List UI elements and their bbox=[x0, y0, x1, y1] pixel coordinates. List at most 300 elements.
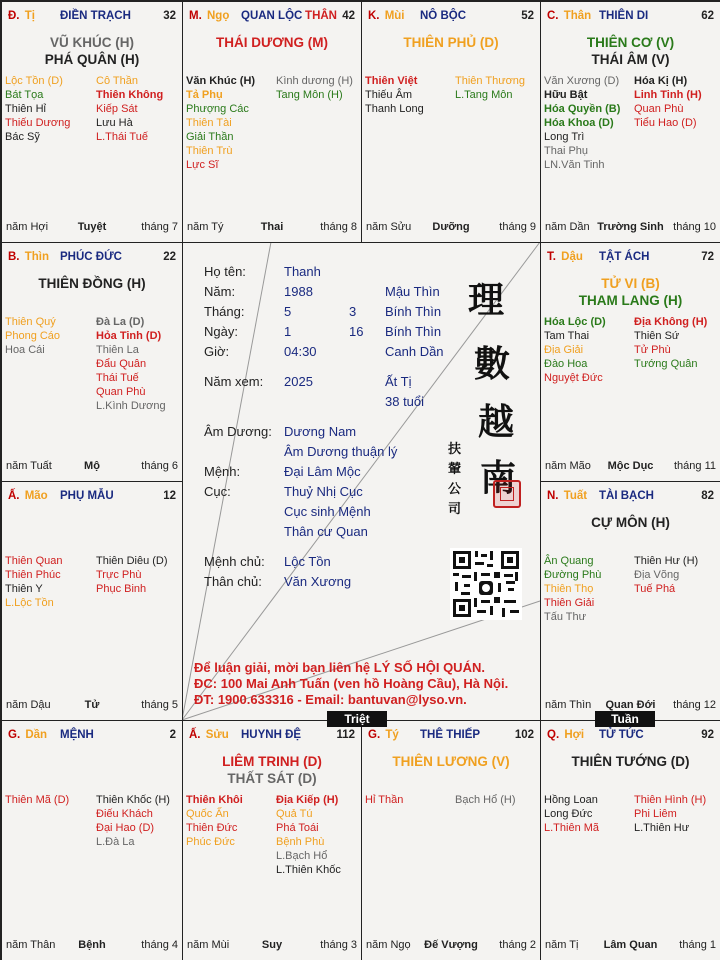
palace-footer bbox=[187, 939, 357, 953]
star: Địa Không (H) bbox=[634, 316, 708, 328]
label-hoten: Họ tên: bbox=[204, 264, 246, 279]
star: Phi Liêm bbox=[634, 808, 677, 820]
star: Thiên Thương bbox=[455, 75, 526, 87]
palace-name: PHỤ MẪU bbox=[60, 490, 114, 502]
star: Long Đức bbox=[544, 808, 593, 820]
star: L.Bạch Hổ bbox=[276, 850, 328, 862]
star-column-right bbox=[455, 74, 525, 102]
star: Tướng Quân bbox=[634, 358, 698, 370]
star: Đẩu Quân bbox=[96, 358, 147, 370]
palace-month: tháng 10 bbox=[673, 221, 716, 233]
star: Thiên Hỉ bbox=[5, 103, 46, 115]
star: Tấu Thư bbox=[544, 611, 587, 623]
star: Lộc Tồn (D) bbox=[5, 75, 63, 87]
star-column-right bbox=[96, 74, 163, 144]
palace-footer bbox=[545, 939, 716, 953]
value-hoten: Thanh bbox=[284, 264, 321, 279]
palace-thin bbox=[1, 242, 183, 482]
palace-daihan-number: 72 bbox=[701, 251, 714, 263]
value-ngay: 1 bbox=[284, 324, 292, 339]
label-gio: Giờ: bbox=[204, 344, 230, 359]
trang-sinh: Bệnh bbox=[78, 939, 106, 951]
palace-name: THIÊN DI bbox=[599, 10, 649, 22]
palace-month: tháng 1 bbox=[679, 939, 716, 951]
star: Thiên Phúc bbox=[5, 569, 61, 581]
star: Thiên Hình (H) bbox=[634, 794, 707, 806]
palace-daihan-number: 92 bbox=[701, 729, 714, 741]
main-stars bbox=[541, 514, 720, 531]
trang-sinh: Thai bbox=[260, 221, 284, 233]
main-stars bbox=[541, 275, 720, 309]
palace-can: G. bbox=[368, 729, 381, 741]
star: Thiếu Dương bbox=[5, 117, 71, 129]
palace-header bbox=[8, 10, 176, 26]
star: Hỉ Thần bbox=[365, 794, 404, 806]
minor-stars bbox=[5, 554, 179, 692]
trang-sinh: Suy bbox=[261, 939, 283, 951]
star: LN.Văn Tinh bbox=[544, 159, 605, 171]
value-ngay-lunar: 16 bbox=[349, 324, 364, 339]
trang-sinh: Trường Sinh bbox=[597, 221, 664, 233]
palace-year: năm Tý bbox=[187, 221, 224, 233]
label-namxem: Năm xem: bbox=[204, 374, 264, 389]
value-cuc-2: Cục sinh Mệnh bbox=[284, 504, 371, 519]
star: Đại Hao (D) bbox=[96, 822, 155, 834]
star-column-left bbox=[5, 554, 62, 610]
star: Nguyệt Đức bbox=[544, 372, 603, 384]
star-column-right bbox=[96, 554, 168, 596]
palace-can: C. bbox=[547, 10, 559, 22]
value-amduong-1: Dương Nam bbox=[284, 424, 357, 439]
star: Thiên Thọ bbox=[544, 583, 594, 595]
value-cuc-1: Thuỷ Nhị Cục bbox=[284, 484, 363, 499]
palace-chi: Hợi bbox=[564, 729, 585, 741]
star: Kình dương (H) bbox=[276, 75, 353, 87]
palace-can: G. bbox=[8, 729, 21, 741]
seal-stamp bbox=[493, 480, 521, 508]
palace-name: TỬ TỨC bbox=[599, 729, 644, 741]
calligraphy-char: 數 bbox=[474, 343, 511, 385]
contact-line-3: ĐT: 1900.633316 - Email: bantuvan@lyso.vn. bbox=[194, 692, 467, 707]
palace-name: THÊ THIẾP bbox=[420, 729, 481, 741]
value-namxem: 2025 bbox=[284, 374, 313, 389]
palace-daihan-number: 42 bbox=[342, 10, 355, 22]
minor-stars bbox=[544, 74, 717, 214]
minor-stars bbox=[544, 793, 717, 932]
star-column-left bbox=[5, 793, 69, 807]
star: Phong Cáo bbox=[5, 330, 61, 342]
minor-stars bbox=[5, 74, 179, 214]
star: L.Thiên Mã bbox=[544, 822, 600, 834]
star: Tam Thai bbox=[544, 330, 590, 342]
palace-header bbox=[547, 10, 714, 26]
main-stars bbox=[541, 34, 720, 68]
star: Tiểu Hao (D) bbox=[634, 117, 697, 129]
main-stars bbox=[541, 753, 720, 770]
minor-stars bbox=[5, 315, 179, 453]
star: Thiên Tài bbox=[186, 117, 232, 129]
star: Kiếp Sát bbox=[96, 103, 138, 115]
star-column-left bbox=[5, 315, 60, 357]
palace-footer bbox=[366, 939, 536, 953]
star: L.Thiên Hư bbox=[634, 822, 690, 834]
palace-month: tháng 5 bbox=[141, 699, 178, 711]
palace-can: M. bbox=[189, 10, 202, 22]
star: Thiên Không bbox=[96, 89, 164, 101]
star: Thai Phụ bbox=[544, 145, 589, 157]
main-star: TỬ VI (B) bbox=[601, 276, 660, 291]
main-star: LIÊM TRINH (D) bbox=[222, 754, 322, 769]
star-column-right bbox=[634, 793, 706, 835]
main-star: CỰ MÔN (H) bbox=[591, 515, 670, 530]
star: Thiên Khôi bbox=[186, 794, 243, 806]
main-star: THIÊN ĐỒNG (H) bbox=[38, 276, 146, 291]
value-ngay-canchi: Bính Thìn bbox=[385, 324, 442, 339]
star: Cô Thần bbox=[96, 75, 138, 87]
palace-can: Q. bbox=[547, 729, 560, 741]
palace-name: TÀI BẠCH bbox=[599, 490, 654, 502]
calligraphy-char: 越 bbox=[478, 401, 515, 443]
palace-year: năm Tị bbox=[545, 939, 579, 951]
main-star: THIÊN PHỦ (D) bbox=[403, 35, 499, 50]
star: Văn Khúc (H) bbox=[186, 75, 256, 87]
star: Thiên Diêu (D) bbox=[96, 555, 168, 567]
palace-name: NÔ BỘC bbox=[420, 10, 466, 22]
palace-month: tháng 8 bbox=[320, 221, 357, 233]
palace-ty bbox=[361, 720, 541, 960]
minor-stars bbox=[544, 554, 717, 692]
palace-can: Ấ. bbox=[8, 490, 20, 502]
palace-chi: Tuất bbox=[563, 490, 588, 502]
palace-year: năm Dần bbox=[545, 221, 590, 233]
label-thanchu: Thân chủ: bbox=[204, 574, 262, 589]
star: L.Thái Tuế bbox=[96, 131, 148, 143]
palace-chi: Tị bbox=[24, 10, 35, 22]
label-ngay: Ngày: bbox=[204, 324, 238, 339]
star: Địa Võng bbox=[634, 569, 680, 581]
triet-badge: Triệt bbox=[327, 711, 387, 727]
star: Thiên Sứ bbox=[634, 330, 680, 342]
star: Hóa Kị (H) bbox=[634, 75, 688, 87]
trang-sinh: Tử bbox=[84, 699, 100, 711]
palace-footer bbox=[545, 460, 716, 474]
value-thanchu: Văn Xương bbox=[284, 574, 352, 589]
main-star: THẤT SÁT (D) bbox=[227, 771, 317, 786]
star: Phá Toái bbox=[276, 822, 319, 834]
trang-sinh: Quan Đới bbox=[605, 699, 656, 711]
star: Linh Tinh (H) bbox=[634, 89, 702, 101]
star-column-right bbox=[276, 74, 353, 102]
star: Hóa Lộc (D) bbox=[544, 316, 606, 328]
calligraphy-char: 南 bbox=[480, 457, 517, 499]
palace-daihan-number: 12 bbox=[163, 490, 176, 502]
star-column-left bbox=[544, 554, 601, 624]
palace-daihan-number: 32 bbox=[163, 10, 176, 22]
palace-footer bbox=[187, 221, 357, 235]
palace-mao bbox=[1, 481, 183, 721]
palace-can: Đ. bbox=[8, 10, 20, 22]
palace-year: năm Thân bbox=[6, 939, 56, 951]
value-gio-canchi: Canh Dần bbox=[385, 344, 444, 359]
star: L.Kình Dương bbox=[96, 400, 166, 412]
star: Thiên Quan bbox=[5, 555, 63, 567]
palace-header bbox=[8, 490, 176, 506]
star-column-left bbox=[365, 74, 424, 116]
palace-daihan-number: 112 bbox=[336, 729, 355, 741]
star: Thiên Việt bbox=[365, 75, 418, 87]
palace-chi: Dần bbox=[25, 729, 48, 741]
star: Thái Tuế bbox=[96, 372, 139, 384]
label-thang: Tháng: bbox=[204, 304, 245, 319]
palace-name: QUAN LỘC bbox=[241, 10, 303, 22]
palace-year: năm Mùi bbox=[187, 939, 230, 951]
main-stars bbox=[183, 753, 361, 787]
star: Đào Hoa bbox=[544, 358, 588, 370]
star-column-right bbox=[276, 793, 341, 877]
minor-stars bbox=[186, 74, 358, 214]
palace-year: năm Thìn bbox=[545, 699, 592, 711]
value-menhchu: Lộc Tồn bbox=[284, 554, 331, 569]
palace-footer bbox=[545, 221, 716, 235]
star: Văn Xương (D) bbox=[544, 75, 620, 87]
value-thang-canchi: Bính Thìn bbox=[385, 304, 442, 319]
palace-year: năm Tuất bbox=[6, 460, 52, 472]
main-stars bbox=[362, 34, 540, 51]
trang-sinh: Đế Vượng bbox=[424, 939, 478, 951]
palace-header bbox=[547, 490, 714, 506]
palace-chi: Thân bbox=[563, 10, 592, 22]
palace-footer bbox=[6, 939, 178, 953]
main-stars bbox=[183, 34, 361, 51]
palace-chi: Mão bbox=[24, 490, 48, 502]
star: Đường Phù bbox=[544, 569, 602, 581]
palace-can: N. bbox=[547, 490, 559, 502]
star: Tử Phù bbox=[634, 344, 671, 356]
minor-stars bbox=[186, 793, 358, 932]
palace-header bbox=[189, 10, 355, 26]
main-star: THAM LANG (H) bbox=[578, 293, 683, 308]
star: Thiên Y bbox=[5, 583, 43, 595]
star: Hồng Loan bbox=[544, 794, 598, 806]
qr-code bbox=[450, 548, 522, 620]
main-star: THIÊN LƯƠNG (V) bbox=[392, 754, 510, 769]
star: L.Thiên Khốc bbox=[276, 864, 341, 876]
palace-month: tháng 12 bbox=[673, 699, 716, 711]
palace-name: TẬT ÁCH bbox=[599, 251, 650, 263]
star-column-right bbox=[634, 74, 702, 130]
label-nam: Năm: bbox=[204, 284, 236, 299]
value-nam: 1988 bbox=[284, 284, 313, 299]
star: L.Tang Môn bbox=[455, 89, 513, 101]
value-nam-canchi: Mậu Thìn bbox=[385, 284, 440, 299]
minor-stars bbox=[5, 793, 179, 932]
small-calligraphy-char: 輦 bbox=[448, 462, 462, 477]
small-calligraphy-char: 司 bbox=[448, 502, 462, 517]
palace-ngo bbox=[182, 1, 362, 243]
trang-sinh: Mộc Dục bbox=[607, 460, 654, 472]
label-amduong: Âm Dương: bbox=[204, 424, 272, 439]
star-column-right bbox=[96, 315, 166, 413]
palace-chi: Mùi bbox=[384, 10, 405, 22]
label-menhchu: Mệnh chủ: bbox=[204, 554, 265, 569]
star: Thiên Giải bbox=[544, 597, 595, 609]
palace-dau bbox=[540, 242, 720, 482]
tuan-badge: Tuần bbox=[595, 711, 655, 727]
star-column-left bbox=[544, 793, 599, 835]
palace-chi: Dậu bbox=[561, 251, 583, 263]
minor-stars bbox=[365, 74, 537, 214]
palace-header bbox=[189, 729, 355, 745]
palace-year: năm Dậu bbox=[6, 699, 51, 711]
star: Hóa Khoa (D) bbox=[544, 117, 614, 129]
value-cuc-3: Thân cư Quan bbox=[284, 524, 368, 539]
main-star: THÁI ÂM (V) bbox=[591, 52, 670, 67]
palace-footer bbox=[366, 221, 536, 235]
star: Thiên Quý bbox=[5, 316, 56, 328]
trang-sinh: Tuyệt bbox=[77, 221, 107, 233]
star-column-right bbox=[634, 315, 707, 371]
star: Thiên Mã (D) bbox=[5, 794, 70, 806]
palace-name: HUYNH ĐỆ bbox=[241, 729, 302, 741]
trang-sinh: Dưỡng bbox=[432, 221, 470, 233]
palace-footer bbox=[6, 699, 178, 713]
palace-footer bbox=[6, 221, 178, 235]
palace-name: PHÚC ĐỨC bbox=[60, 251, 122, 263]
palace-name: ĐIỀN TRẠCH bbox=[60, 10, 131, 22]
star: Thiên Đức bbox=[186, 822, 238, 834]
star: Tuế Phá bbox=[634, 583, 676, 595]
palace-daihan-number: 2 bbox=[169, 729, 176, 741]
palace-hoi bbox=[540, 720, 720, 960]
star: Giải Thần bbox=[186, 131, 234, 143]
main-star: THÁI DƯƠNG (M) bbox=[216, 35, 328, 50]
palace-dan bbox=[1, 720, 183, 960]
palace-month: tháng 4 bbox=[141, 939, 178, 951]
value-thang-lunar: 3 bbox=[349, 304, 357, 319]
palace-header bbox=[8, 251, 176, 267]
palace-header bbox=[547, 251, 714, 267]
palace-can: T. bbox=[547, 251, 556, 263]
star: Hữu Bật bbox=[544, 89, 588, 101]
star: L.Lộc Tồn bbox=[5, 597, 54, 609]
palace-header bbox=[368, 729, 534, 745]
star: Quốc Ấn bbox=[186, 808, 229, 820]
palace-can: B. bbox=[8, 251, 20, 263]
center-info-panel bbox=[182, 242, 540, 720]
star: Lực Sĩ bbox=[186, 159, 219, 171]
star-column-right bbox=[455, 793, 516, 807]
star: Thiên Khốc (H) bbox=[96, 794, 170, 806]
star-column-right bbox=[96, 793, 170, 849]
star-column-left bbox=[544, 315, 606, 385]
palace-month: tháng 11 bbox=[673, 460, 716, 472]
trang-sinh: Mộ bbox=[84, 460, 100, 472]
palace-tuat bbox=[540, 481, 720, 721]
palace-month: tháng 3 bbox=[320, 939, 357, 951]
star: Quả Tú bbox=[276, 808, 313, 820]
than-cu-marker: THÂN bbox=[305, 10, 337, 22]
star: Hoa Cái bbox=[5, 344, 45, 356]
star: Địa Kiếp (H) bbox=[276, 794, 339, 806]
main-stars bbox=[2, 34, 182, 68]
palace-daihan-number: 22 bbox=[163, 251, 176, 263]
star: Thiếu Âm bbox=[365, 89, 413, 101]
small-calligraphy-char: 扶 bbox=[448, 442, 462, 457]
value-namxem-canchi: Ất Tị bbox=[385, 374, 412, 389]
palace-month: tháng 7 bbox=[141, 221, 178, 233]
star: L.Đà La bbox=[96, 836, 135, 848]
palace-than bbox=[540, 1, 720, 243]
star: Long Trì bbox=[544, 131, 585, 143]
star: Tả Phụ bbox=[186, 89, 223, 101]
main-stars bbox=[2, 275, 182, 292]
star-column-left bbox=[365, 793, 403, 807]
star: Thanh Long bbox=[365, 103, 424, 115]
star-column-left bbox=[544, 74, 620, 172]
value-tuoi: 38 tuổi bbox=[385, 394, 425, 409]
star: Trực Phù bbox=[96, 569, 142, 581]
palace-daihan-number: 82 bbox=[701, 490, 714, 502]
star: Hóa Quyền (B) bbox=[544, 103, 621, 115]
label-menh: Mệnh: bbox=[204, 464, 241, 479]
palace-header bbox=[547, 729, 714, 745]
palace-suu bbox=[182, 720, 362, 960]
star: Thiên Hư (H) bbox=[634, 555, 699, 567]
star: Phúc Đức bbox=[186, 836, 235, 848]
palace-month: tháng 9 bbox=[499, 221, 536, 233]
star-column-right bbox=[634, 554, 698, 596]
palace-chi: Sửu bbox=[205, 729, 229, 741]
star: Bạch Hổ (H) bbox=[455, 794, 516, 806]
minor-stars bbox=[544, 315, 717, 453]
palace-chi: Thìn bbox=[24, 251, 49, 263]
main-stars bbox=[362, 753, 540, 770]
label-cuc: Cục: bbox=[204, 484, 231, 499]
star-column-left bbox=[5, 74, 70, 144]
calligraphy-char: 理 bbox=[468, 279, 505, 321]
palace-can: K. bbox=[368, 10, 380, 22]
star: Thiên La bbox=[96, 344, 139, 356]
palace-chi: Ngọ bbox=[206, 10, 230, 22]
star: Lưu Hà bbox=[96, 117, 133, 129]
star-column-left bbox=[186, 74, 255, 172]
star-column-left bbox=[186, 793, 243, 849]
minor-stars bbox=[365, 793, 537, 932]
palace-chi: Tý bbox=[385, 729, 399, 741]
main-star: THIÊN TƯỚNG (D) bbox=[571, 754, 690, 769]
palace-daihan-number: 62 bbox=[701, 10, 714, 22]
star: Quan Phù bbox=[96, 386, 146, 398]
palace-daihan-number: 52 bbox=[521, 10, 534, 22]
value-gio: 04:30 bbox=[284, 344, 317, 359]
palace-header bbox=[368, 10, 534, 26]
palace-daihan-number: 102 bbox=[514, 729, 534, 741]
palace-footer bbox=[6, 460, 178, 474]
star: Bát Tọa bbox=[5, 89, 44, 101]
star: Phục Binh bbox=[96, 583, 147, 595]
star: Bệnh Phù bbox=[276, 836, 325, 848]
seal-stamp-inner bbox=[500, 487, 514, 501]
star: Hỏa Tinh (D) bbox=[96, 330, 162, 342]
palace-mui bbox=[361, 1, 541, 243]
palace-year: năm Hợi bbox=[6, 221, 49, 233]
star: Điếu Khách bbox=[96, 808, 153, 820]
palace-month: tháng 6 bbox=[141, 460, 178, 472]
star: Ân Quang bbox=[544, 555, 594, 567]
contact-line-1: Để luận giải, mời bạn liên hệ LÝ SỐ HỘI QUÁN. bbox=[194, 660, 485, 675]
palace-header bbox=[8, 729, 176, 745]
palace-can: Ấ. bbox=[189, 729, 201, 741]
